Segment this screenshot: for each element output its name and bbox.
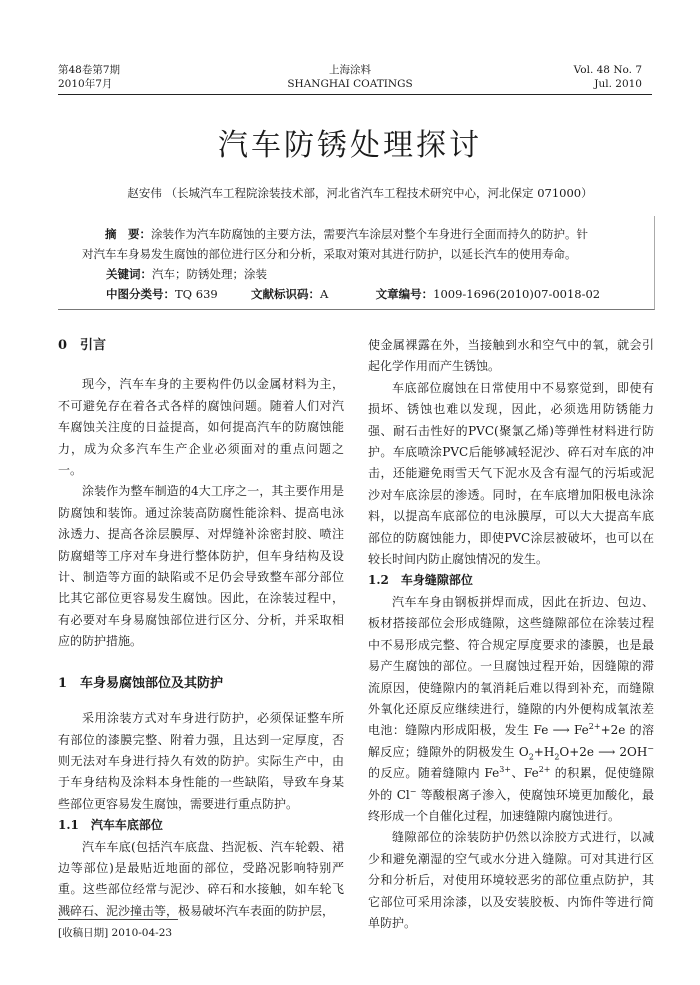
keywords-label: 关键词： bbox=[106, 267, 152, 281]
abstract-line1 bbox=[82, 224, 642, 244]
subsection-1-1-paragraph: 汽车车底(包括汽车底盘、挡泥板、汽车轮毂、裙边等部位)是最贴近地面的部位，受路况影响特别严重。这些部位经常与泥沙、碎石和水接触，如车轮飞溅碎石、泥沙撞击等，极易破坏汽车表面的防护层， bbox=[58, 839, 344, 918]
right-column bbox=[368, 335, 654, 934]
issue-line: 第48卷第7期 bbox=[58, 64, 121, 76]
crevice-text-b: +2e 的溶解反应；缝隙外的阴极发生 O bbox=[368, 723, 654, 759]
crevice-text-f: 、Fe bbox=[511, 766, 539, 781]
clc-label: 中图分类号： bbox=[106, 287, 175, 301]
subsection-1-2-paragraph bbox=[368, 592, 654, 827]
intro-paragraph-1: 现今，汽车车身的主要构件仍以金属材料为主，不可避免存在着各式各样的腐蚀问题。随着人们对汽车腐蚀关注度的日益提高，如何提高汽车的防腐蚀能力，成为众多汽车生产企业必须面对的重点问题之一。 bbox=[58, 377, 344, 478]
fe-symbol: Fe bbox=[573, 723, 589, 738]
hydroxide-charge: − bbox=[647, 743, 654, 753]
o2-subscript: 2 bbox=[528, 752, 534, 762]
subsection-1-2-paragraph-2: 缝隙部位的涂装防护仍然以涂胶方式进行，以减少和避免潮湿的空气或水分进入缝隙。可对其进行区分和分析后，对使用环境较恶劣的部位重点防护，其它部位可采用涂漆，以及安装胶板、内饰件等进行简单防护。 bbox=[368, 830, 654, 930]
keywords bbox=[82, 264, 642, 284]
crevice-text-c: +H bbox=[533, 744, 555, 759]
h2o-subscript: 2 bbox=[554, 752, 560, 762]
clc-value: TQ 639 bbox=[175, 287, 218, 301]
abstract bbox=[82, 224, 642, 304]
journal-name-en: SHANGHAI COATINGS bbox=[287, 78, 413, 90]
section-0-heading: 0 引言 bbox=[58, 338, 107, 353]
author-affiliation: （长城汽车工程院涂装技术部，河北省汽车工程技术研究中心，河北保定 071000） bbox=[165, 186, 593, 200]
abstract-label: 摘 要： bbox=[105, 227, 151, 241]
subsection-1-1-paragraph-2: 车底部位腐蚀在日常使用中不易察觉到，即使有损坏、锈蚀也难以发现，因此，必须选用防锈能力强、耐石击性好的PVC(聚氯乙烯)等弹性材料进行防护。车底喷涂PVC后能够减轻泥沙、碎石对车底的冲击，还能避免雨雪天气下泥水及含有湿气的污垢或泥沙对车底涂层的渗透。同时，在车底增加阳极电泳涂料，以提高车底部位的电泳膜厚，可以大大提高车底部位的防腐蚀能力，即使PVC涂层被破坏，也可以在较长时间内防止腐蚀情况的发生。 bbox=[368, 380, 654, 567]
author-name: 赵安伟 bbox=[127, 186, 162, 200]
crevice-text-d: O+2e bbox=[559, 744, 595, 759]
abstract-text2: 对汽车车身易发生腐蚀的部位进行区分和分析，采取对策对其进行防护，以延长汽车的使用寿命。 bbox=[82, 247, 577, 261]
reaction-arrow-2: ⟶ bbox=[598, 744, 616, 759]
left-column bbox=[58, 335, 344, 922]
doc-code-label: 文献标识码： bbox=[251, 287, 321, 301]
article-no-value: 1009-1696(2010)07-0018-02 bbox=[433, 287, 601, 301]
fe2-charge: 2+ bbox=[588, 722, 601, 732]
subsection-1-2-heading: 1.2 车身缝隙部位 bbox=[368, 573, 473, 588]
reaction-arrow-1: ⟶ bbox=[552, 723, 570, 738]
hydroxide-symbol: 2OH bbox=[619, 744, 648, 759]
date-line: 2010年7月 bbox=[58, 78, 113, 90]
received-date: [收稿日期] 2010-04-23 bbox=[58, 927, 173, 939]
article-no-label: 文章编号： bbox=[375, 287, 434, 301]
section-1-paragraph: 采用涂装方式对车身进行防护，必须保证整车所有部位的漆膜完整、附着力强，且达到一定厚度，否则无法对车身进行持久有效的防护。实际生产中，由于车身结构及涂料本身性能的一些缺陷，导致车身某些部位更容易发生腐蚀，需要进行重点防护。 bbox=[58, 711, 344, 811]
classification-row bbox=[82, 284, 642, 304]
doc-code-value: A bbox=[320, 287, 329, 301]
paper-title: 汽车防锈处理探讨 bbox=[218, 128, 482, 163]
fe3-charge: 3+ bbox=[499, 765, 511, 775]
fe2-charge-2: 2+ bbox=[538, 765, 551, 775]
crevice-text-a: 汽车车身由钢板拼焊而成，因此在折边、包边、板材搭接部位会形成缝隙，这些缝隙部位在涂装过程中不易形成完整、符合规定厚度要求的漆膜，也是最易产生腐蚀的部位。一旦腐蚀过程开始，因缝隙的滞流原因，使缝隙内的氧消耗后难以得到补充，而缝隙外氧化还原反应继续进行，缝隙的内外便构成氧浓差电池：缝隙内形成阳极，发生 Fe bbox=[368, 594, 654, 738]
section-1-heading: 1 车身易腐蚀部位及其防护 bbox=[58, 675, 224, 691]
journal-volume bbox=[574, 63, 642, 91]
volume-line: Vol. 48 No. 7 bbox=[573, 64, 642, 76]
crevice-text-g: 的积累，促使缝隙外的 Cl bbox=[368, 766, 654, 802]
journal-name-cn: 上海涂料 bbox=[329, 64, 371, 76]
footnote-divider bbox=[58, 919, 178, 920]
chloride-charge: − bbox=[409, 786, 417, 796]
subsection-1-1-heading: 1.1 汽车车底部位 bbox=[58, 818, 163, 833]
continued-paragraph: 使金属裸露在外，当接触到水和空气中的氧，就会引起化学作用而产生锈蚀。 bbox=[368, 338, 654, 374]
intro-paragraph-2: 涂装作为整车制造的4大工序之一，其主要作用是防腐蚀和装饰。通过涂装高防腐性能涂料、提高电泳泳透力、提高各涂层膜厚、对焊缝补涂密封胶、喷注防腐蜡等工序对车身进行整体防护，但车身结构及设计、制造等方面的缺陷或不足仍会导致整车部分部位比其它部位更容易发生腐蚀。因此，在涂装过程中，有必要对车身易腐蚀部位进行区分、分析，并采取相应的防护措施。 bbox=[58, 484, 344, 649]
author-line bbox=[60, 185, 660, 201]
header-divider bbox=[58, 94, 652, 95]
crevice-text-h: 等酸根离子渗入，使腐蚀环境更加酸化，最终形成一个自催化过程，加速缝隙内腐蚀进行。 bbox=[368, 787, 654, 823]
crevice-text-e: 的反应。随着缝隙内 Fe bbox=[368, 766, 500, 781]
month-line: Jul. 2010 bbox=[594, 78, 642, 90]
abstract-text1: 涂装作为汽车防腐蚀的主要方法，需要汽车涂层对整个车身进行全面而持久的防护。针 bbox=[151, 227, 588, 241]
keywords-value: 汽车；防锈处理；涂装 bbox=[152, 267, 267, 281]
